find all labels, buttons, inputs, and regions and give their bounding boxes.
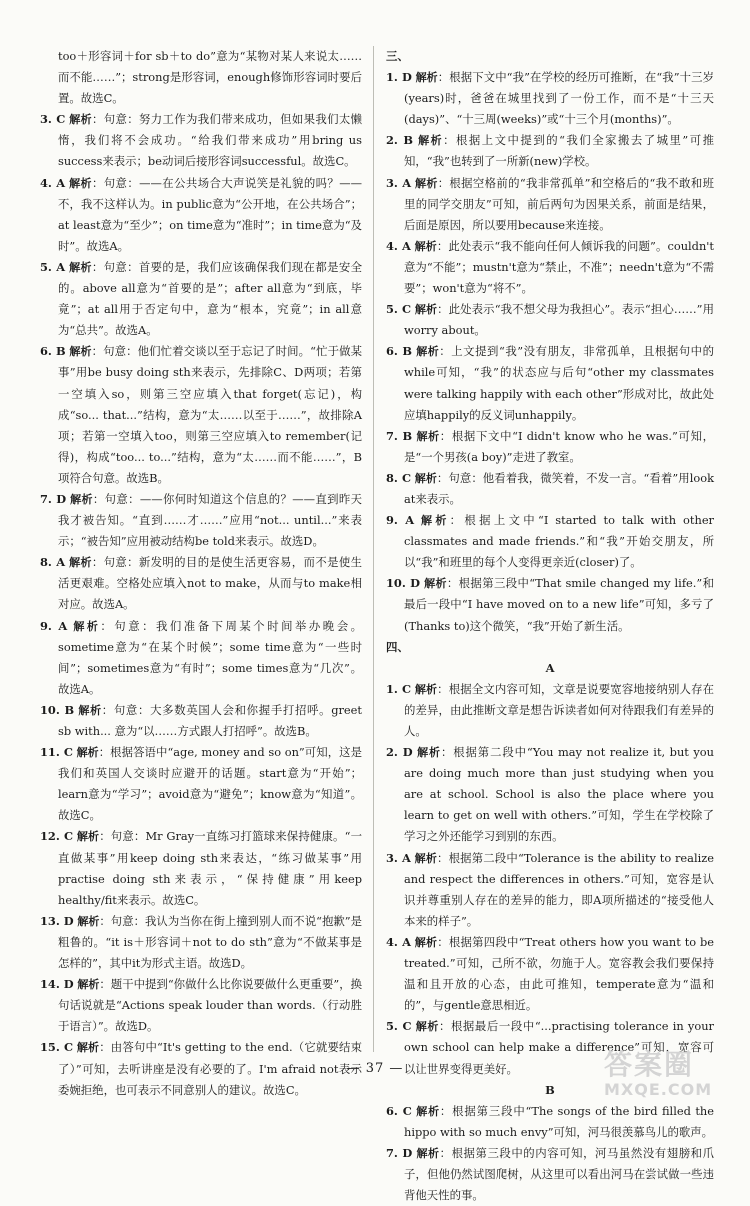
answer-item [386,742,714,847]
passage-b-heading: B [545,1082,555,1097]
answer-item [386,236,714,299]
answer-text: ：句意：——你何时知道这个信息的？——直到昨天我才被告知。“直到……才……”应用“not... until...”来表示；“被告知”应用被动结构be told来表示。故选D。 [58,491,362,549]
answer-item [386,510,714,573]
answer-text: ：句意：——在公共场合大声说笑是礼貌的吗？——不，我不这样认为。in public意为“公开地，在公共场合”；at least意为“至少”；on time意为“准时”；in time意为“及时”。故选A。 [58,175,362,253]
answer-number: 2. B [386,133,413,148]
answer-item [386,341,714,425]
analysis-label: 解析 [418,134,444,148]
answer-number: 6. C [386,1103,412,1118]
answer-text: ：句意：他们忙着交谈以至于忘记了时间。“忙于做某事”用be busy doing sth来表示，先排除C、D两项；若第一空填入so，则第三空应填入that forget(忘记)，构成“so... that...”结构，意为“太……以至于……”，故排除A项；若第一空填入too，则第三空应填入to remember(记得)，构成“too... to...”结构，意为“太……而不能……”，B项符合句意。故选B。 [58,344,363,485]
answer-text: ：句意：大多数英国人会和你握手打招呼。greet sb with... 意为“以……方式跟人打招呼”。故选B。 [58,702,362,738]
answer-number: 3. A [386,850,411,865]
answer-number: 2. D [386,745,413,760]
answer-text: ：此处表示“我不能向任何人倾诉我的问题”。couldn't意为“不能”；mustn't意为“禁止，不准”；needn't意为“不需要”；won't意为“将不”。 [404,238,715,296]
answer-text: ：根据全文内容可知，文章是说要宽容地接纳别人存在的差异，由此推断文章是想告诉读者如何对待跟我们有差异的人。 [404,681,714,738]
answer-text: ：根据第四段中“Treat others how you want to be treated.”可知，己所不欲，勿施于人。宽容教会我们要保持温和且开放的心态，由此可推知，temperate意为“温和的”，与gentle意思相近。 [404,934,715,1013]
analysis-label: 解析 [76,830,100,844]
answer-item [386,679,714,742]
analysis-label: 解析 [417,746,441,760]
answer-item [40,257,362,341]
analysis-label: 解析 [76,746,99,760]
answer-text: ：根据上文中提到的“我们全家搬去了城里”可推知，“我”也转到了一所新(new)学校。 [404,133,715,169]
answer-text: ：根据第三段中“The songs of the bird filled the hippo with so much envy”可知，河马很羡慕鸟儿的歌声。 [404,1103,714,1139]
answer-number: 4. A [386,238,411,253]
answer-item [40,742,362,826]
analysis-label: 解析 [416,429,440,443]
answer-text: too＋形容词＋for sb＋to do”意为“某物对某人来说太……而不能……”；strong是形容词，enough修饰形容词时要后置。故选C。 [58,49,362,106]
answer-item [40,109,362,172]
analysis-label: 解析 [415,71,438,85]
analysis-label: 解析 [77,978,100,992]
answer-text: ：题干中提到“你做什么比你说要做什么更重要”，换句话说就是“Actions speak louder than words.（行动胜于语言）”。故选D。 [58,977,363,1034]
answer-item [386,173,714,236]
analysis-label: 解析 [414,682,438,696]
answer-number: 13. D [40,913,74,928]
answer-text: ：根据第二段中“You may not realize it, but you are doing much more than just studying when you are at school. School is also the place where you learn to get on well with others.”可知，学生在学校除了学习之外还能学习到别的东西。 [404,745,714,844]
answer-text: ：根据空格前的“我非常孤单”和空格后的“我不敢和班里的同学交朋友”可知，前后两句为因果关系，前面是结果，后面是原因，所以要用because来连接。 [404,175,714,232]
answer-item [386,573,714,636]
answer-item [40,552,362,615]
answer-item [386,67,714,130]
answer-text: ：句意：新发明的目的是使生活更容易，而不是使生活更艰难。空格处应填入not to make，从而与to make相对应。故选A。 [58,555,362,612]
section-heading-four: 四、 [386,639,409,654]
answer-text: ：根据下文中“I didn't know who he was.”可知，是“一个男孩(a boy)”走进了教室。 [404,428,715,464]
answer-number: 9. A [40,618,68,633]
analysis-label: 解析 [69,113,93,127]
answer-number: 3. C [40,112,66,127]
section-three-answers [386,67,714,637]
answer-text: ：句意：我认为当你在街上撞到别人而不说“抱歉”是粗鲁的。“it is＋形容词＋not to do sth”意为“不做某事是怎样的”，其中it为形式主语。故选D。 [58,913,363,971]
answer-number: 4. A [386,934,411,949]
answer-number: 11. C [40,745,73,760]
answer-text: ：句意：努力工作为我们带来成功，但如果我们太懒惰，我们将不会成功。“给我们带来成功”用bring us success来表示；be动词后接形容词successful。故选C。 [58,112,362,169]
analysis-label: 解析 [414,935,438,949]
answer-item [386,299,714,341]
analysis-label: 解析 [77,914,100,928]
answer-text: ：根据最后一段中“...practising tolerance in your own school can help make a difference”可知，宽容可以让世界变得更美好。 [404,1019,715,1076]
answer-item [40,173,362,257]
left-column [40,46,362,1101]
answer-number: 8. C [386,470,412,485]
answer-text: ：根据下文中“我”在学校的经历可推断，在“我”十三岁(years)时，爸爸在城里找到了一份工作，而不是“十三天(days)”、“十三周(weeks)”或“十三个月(months)”。 [404,70,715,127]
answer-text: ：句意：我们准备下周某个时间举办晚会。sometime意为“在某个时候”；some time意为“一些时间”；sometimes意为“有时”；some times意为“几次”。故选A。 [58,618,363,696]
answer-item [40,911,362,974]
answer-text: ：句意：Mr Gray一直练习打篮球来保持健康。“一直做某事”用keep doing sth来表达，“练习做某事”用practise doing sth来表示，“保持健康”用keep healthy/fit来表示。故选C。 [58,829,363,907]
answer-text: ：由答句中“It's getting to the end.（它就要结束了）”可知，去听讲座是没有必要的了。I'm afraid not表示委婉拒绝，也可表示不同意别人的建议。故选C。 [58,1040,362,1097]
answer-number: 14. D [40,977,74,992]
analysis-label: 解析 [415,176,438,190]
analysis-label: 解析 [78,703,102,717]
answer-text: ：根据第三段中的内容可知，河马虽然没有翅膀和爪子，但他仍然试图爬树，从这里可以看出河马在尝试做一些违背他天性的事。 [404,1145,714,1203]
answer-item [40,700,362,742]
answer-item [386,848,714,932]
analysis-label: 解析 [424,577,447,591]
analysis-label: 解析 [416,345,440,359]
analysis-label: 解析 [69,556,92,570]
analysis-label: 解析 [414,471,437,485]
answer-text: ：上文提到“我”没有朋友，非常孤单，且根据句中的while可知，“我”的状态应与后句“other my classmates were talking happily with each other”形成对比，故此处应填happily的反义词unhappily。 [404,344,715,422]
analysis-label: 解析 [73,619,101,633]
answer-item [40,826,362,910]
analysis-label: 解析 [415,1020,439,1034]
answer-text: ：根据第三段中“That smile changed my life.”和最后一段中“I have moved on to a new life”可知，多亏了(Thanks to)这个微笑，“我”开始了新生活。 [404,576,715,633]
answer-number: 6. B [386,344,413,359]
answer-number: 9. A [386,513,415,528]
answer-number: 15. C [40,1040,74,1055]
answer-item [40,974,362,1037]
answer-number: 1. D [386,70,412,85]
answer-number: 6. B [40,344,66,359]
answer-item [386,932,714,1016]
answer-item [40,341,362,489]
analysis-label: 解析 [416,1104,440,1118]
answer-item [386,1143,714,1206]
answer-number: 5. C [386,302,412,317]
watermark-bottom-text: MXQE.COM [604,1080,713,1099]
right-column [386,46,714,1206]
answer-number: 7. D [386,1145,413,1160]
answer-item [40,46,362,109]
answer-number: 7. B [386,428,413,443]
analysis-label: 解析 [70,492,93,506]
analysis-label: 解析 [416,1146,440,1160]
answer-text: ：根据第二段中“Tolerance is the ability to realize and respect the differences in others.”可知，宽容是认识并尊重别人存在的差异的能力，即A项所描述的“接受他人本来的样子”。 [404,850,714,928]
answer-number: 10. D [386,576,421,591]
answer-number: 7. D [40,491,67,506]
answer-number: 12. C [40,829,74,844]
analysis-label: 解析 [421,514,450,528]
answer-text: ：句意：首要的是，我们应该确保我们现在都是安全的。above all意为“首要的是”；after all意为“到底，毕竟”；at all用于否定句中，意为“根本，究竟”；in all意为“总共”。故选A。 [58,259,362,338]
answer-text: ：根据上文中“I started to talk with other classmates and made friends.”和“我”开始交朋友，所以“我”和班里的每个人变得更亲近(closer)了。 [404,513,715,570]
column-divider [373,46,374,1052]
answer-text: ：根据答语中“age, money and so on”可知，这是我们和英国人交谈时应避开的话题。start意为“开始”；learn意为“学习”；avoid意为“避免”；know意为“知道”。故选C。 [58,745,363,823]
answer-number: 1. C [386,681,412,696]
analysis-label: 解析 [69,345,92,359]
passage-a-answers [386,679,714,1080]
passage-a-heading: A [545,660,555,675]
answer-number: 5. A [40,259,66,274]
answer-item [40,616,362,700]
analysis-label: 解析 [69,176,92,190]
passage-b-answers [386,1101,714,1206]
answer-item [386,426,714,468]
analysis-label: 解析 [69,260,92,274]
analysis-label: 解析 [414,239,437,253]
analysis-label: 解析 [414,851,438,865]
answer-number: 5. C [386,1019,412,1034]
answer-text: ：句意：他看着我，微笑着，不发一言。“看着”用look at来表示。 [404,470,714,506]
answer-number: 3. A [386,175,412,190]
answer-number: 4. A [40,175,66,190]
watermark-top-text: 答案圈 [604,1048,695,1081]
answer-number: 8. A [40,555,66,570]
section-heading-three: 三、 [386,49,409,63]
answer-item [386,468,714,510]
answer-text: ：此处表示“我不想父母为我担心”。表示“担心……”用worry about。 [404,302,715,338]
answer-item [386,130,714,172]
answer-number: 10. B [40,702,75,717]
answer-item [40,489,362,552]
analysis-label: 解析 [76,1041,100,1055]
page-number: — 37 — [346,1061,404,1076]
watermark-logo [604,1050,744,1108]
analysis-label: 解析 [414,303,438,317]
